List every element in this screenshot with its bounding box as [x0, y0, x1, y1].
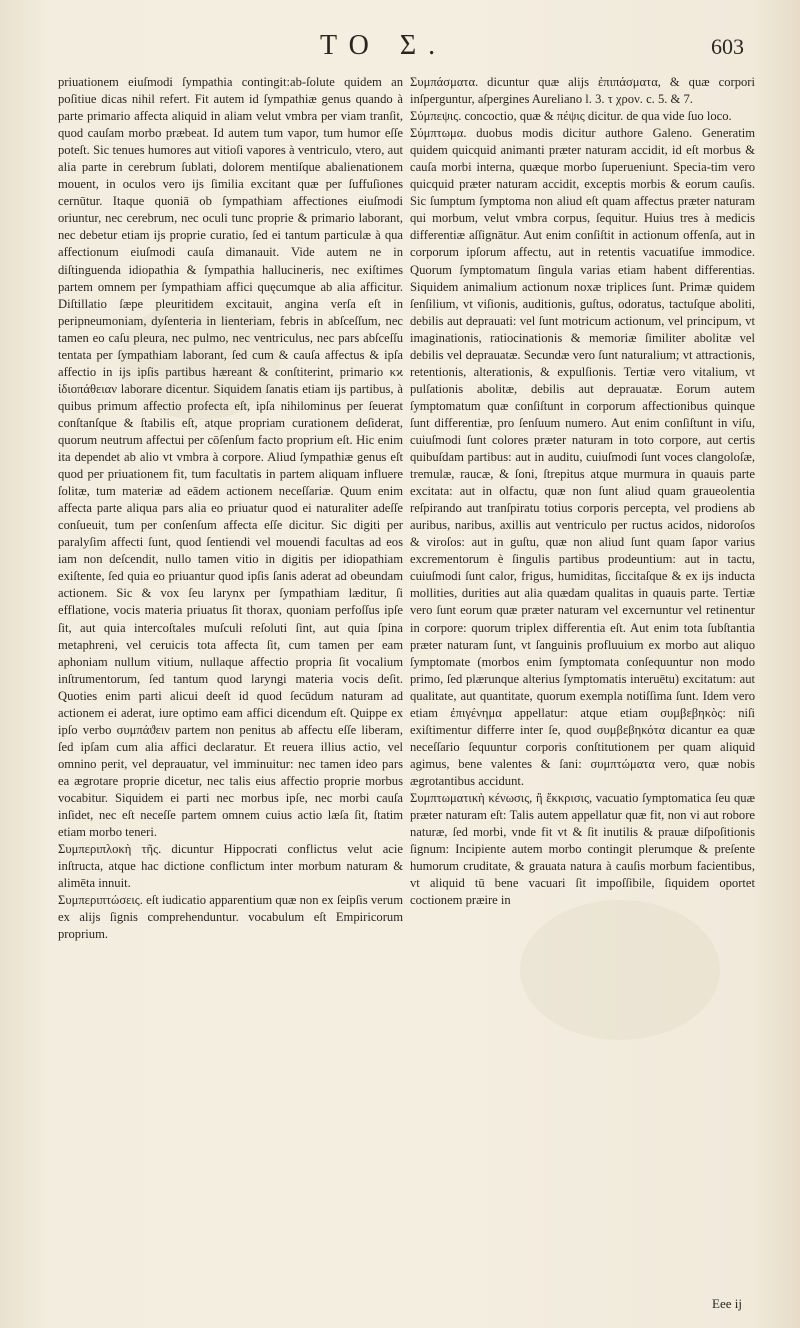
- text-paragraph: priuationem eiuſmodi ſympathia contingit:ab-ſolute quidem an poſitiue dicas nihil refert. Fit autem id ſympathiæ genus quando à parte primario affecta aliquid in aliam velut vmbra per viam tranſit, quod cauſam morbo præbeat. Id autem tum vapor, tum humor eſſe poteſt. Sic tenues humores aut vitioſi vapores à ventriculo, vtero, aut alia parte in cerebrum ſublati, dolorem mentiſque abalienationem mouent, in oculos vero ijs ſimilia excitant quæ per ſuffuſiones cernūtur. Itaque quoniā ob ſympathiam affectiones eiuſmodi oriuntur, nec cerebrum, nec oculi tunc proprie & primario laborant, nec debetur etiam ijs proprie curatio, ſed ei tantum particulæ à qua affectionum eiuſmodi cauſa dimanauit. Vide autem ne in diſtinguenda idiopathia & ſympathia hallucineris, nec exiſtimes partem omnem per ſympathiam affici quęcumque ab alia afficitur. Diſtillatio ſæpe pleuritidem excitauit, angina verſa eſt in peripneumoniam, dyſenteria in lienteriam, febris in abſceſſum, nec tamen eo caſu pleura, nec pulmo, nec ventriculus, nec pars abſceſſu tentata per ſympathiam laborant, ſed cum & cauſa affectus & ipſa affectio in ijs ipſis partibus hæreant & conſtiterint, primario κϰ ἰδιοπάθειαν laborare dicentur. Siquidem ſanatis etiam ijs partibus, à quibus primum affectio profecta eſt, ipſa nihilominus per ſeuerat conſtanſque & ſtabilis eſt, atque propriam curationem deſiderat, quorum neutrum affectui per cōſenſum facto proprium eſt. Hic enim ita dependet ab alio vt vmbra à corpore. Aliud ſympathiæ genus eſt quod per priuationem fit, tum facultatis in partem aliquam influere ſolitæ, tum materiæ ad eādem actionem neceſſariæ. Quum enim affecta parte aliqua pars alia eo priuatur quod ei naturaliter adeſſe conſueuit, tum per conſenſum affecta eſſe dicitur. Sic digiti per paralyſim affecti ſunt, quod ſentiendi vel mouendi facultas ad eos iam non deſcendit, nullo tamen vitio in digitis per idiopathiam exiſtente, ſed quia eo priuantur quod ipſis ſanis aderat ad obeundam actionem. Sic & vox ſeu larynx per ſympathiam læditur, ſi efflatione, vocis materia priuatus ſit thorax, quoniam perfoſſus ipſe ſit, aut quia intercoſtales muſculi reſoluti ſint, aut quia ſpina metaphreni, vel ceruicis tota affecta ſit, cum tamen per eam aphoniam nullum vitium, nullaque affectio propria ſit vocalium inſtrumentorum, ſed tantum quod laryngi materia vocis deſit. Quoties enim parti alicui deeſt id quod ſecūdum naturam ad actionem ei aderat, iure optimo eam affici dicendum eſt. Quippe ex ipſo verbo συμπάϑειν partem non penitus ab affectu eſſe liberam, ſed ipſam cum alia affici declaratur. Et reuera illius actio, vel omnino perit, vel deprauatur, vel imminuitur: nec tamen ideo pars ea ægrotare proprie dicetur, nec talis eius affectio proprie morbus vocabitur. Siquidem ei parti nec morbus ipſe, nec morbi cauſa inſidet, nec eſt neceſſe partem omnem cuius actio læſa ſit, ſtatim etiam morbo teneri.: [58, 75, 403, 840]
- dictionary-entry: Συμπεριπλοκὴ τῆς. dicuntur Hippocrati conflictus velut acie inſtructa, atque hac dictione conflictum inter morbum naturam & alimēta innuit.: [58, 842, 403, 891]
- dictionary-entry: Σύμπτωμα. duobus modis dicitur authore Galeno. Generatim quidem quicquid animanti præter naturam accidit, id eſt morbus & cauſa morbi interna, quæque morbo ſuperueniunt. Specia-tim vero quicquid præter naturam accidit, exceptis morbis & eorum cauſis. Sic ſumptum ſymptoma non aliud eſt quam affectus præter naturam qui morbum, velut vmbra corpus, ſequitur. Huius tres à medicis differentiæ aſſignātur. Aut enim conſiſtit in actionum offenſa, aut in corporum ipſorum affectu, aut in retentis vacuatiſue immodice. Quorum ſymptomatum ſingula varias etiam habent differentias. Siquidem animalium actionum noxæ triplices ſunt. Primæ quidem ſenſilium, vt viſionis, auditionis, guſtus, odoratus, tactuſque aboliti, debilis aut deprauati: vel ſunt motricum actionum, vel principum, vt imaginationis, ratiocinationis & memoriæ ſimiliter abolitæ vel debilis vel deprauatæ. Secundæ vero ſunt naturalium; vt attractionis, retentionis, alterationis, & expulſionis. Tertiæ vero vitalium, vt pulſationis abolitæ, debilis aut deprauatæ. Eorum autem ſymptomatum quæ conſiſtunt in corporum affectionibus quinque ſunt differentiæ, pro ſenſuum numero. Aut enim conſiſtunt in viſu, cuiuſmodi ſunt colores præter naturam in toto corpore, aut certis quibuſdam partibus: aut in auditu, cuiuſmodi ſunt voces clangoloſæ, tremulæ, raucæ, & ſoni, ſtrepitus atque murmura in quauis parte excitata: aut in olfactu, quæ non ſunt aliud quam graueolentia reſpirando aut tranſpiratu totius corporis percepta, vel prodiens ab auribus, naribus, axillis aut ventriculo per ructus acidos, nidoroſos & viroſos: aut in guſtu, quæ non aliud ſunt quam ſapor varius excrementorum è ſingulis partibus prodeuntium: aut in tactu, cuiuſmodi ſunt calor, frigus, humiditas, ſiccitaſque & ex ijs inducta mollities, durities aut alia quædam qualitas in quauis parte. Tertiæ vero ſunt eorum quæ præter naturam vel excernuntur vel retinentur in corpore: quorum triplex differentia eſt. Aut enim tota ſubſtantia præter naturam ſunt, vt ſanguinis profluuium ex morbo aut aliquo ſymptomate (morbos enim ſymptomata conſequuntur non modo primo, ſed plærunque alterius ſymptomatis interuētu) excitatum: aut qualitate, aut quantitate, quorum exempla notiſſima ſunt. Idem vero etiam ἐπιγένημα appellatur: atque etiam συμβεβηκὸς: niſi exiſtimentur differre inter ſe, quod συμβεβηκότα dicantur ea quæ neceſſario ſequuntur corporis conſtitutionem per quam aliquid agimus, bene valentes & ſani: συμπτώματα vero, quæ nobis ægrotantibus accidunt.: [410, 126, 755, 788]
- running-title: TO Σ.: [320, 30, 448, 61]
- page-number: 603: [711, 34, 744, 59]
- dictionary-entry: Συμπτωματικὴ κένωσις, ἢ ἔκκρισις, vacuatio ſymptomatica ſeu quæ præter naturam eſt: Talis autem appellatur quæ fit, non vi aut robore naturæ, ſed morbi, vnde fit vt & ſit inutilis & prauæ diſpoſitionis ſignum: Incipiente autem morbo contingit plerumque & preſente humorum cruditate, & grauata natura à cauſis morbum facientibus, vt aliquid tū bene vacuari ſit impoſſibile, ſiquidem oportet coctionem præire in: [410, 790, 755, 908]
- page-header: [0, 30, 800, 70]
- dictionary-entry: Συμπάσματα. dicuntur quæ alijs ἐπιπάσματα, & quæ corpori inſperguntur, aſpergines Aureliano l. 3. τ χρον. c. 5. & 7.: [410, 75, 755, 107]
- right-column: [410, 74, 755, 909]
- left-column: [58, 74, 403, 943]
- dictionary-entry: Συμπεριπτώσεις. eſt iudicatio apparentium quæ non ex ſeipſis verum ex alijs ſignis comprehenduntur. vocabulum eſt Empiricorum proprium.: [58, 893, 403, 942]
- signature-mark: Eee ij: [712, 1296, 742, 1311]
- paper-stain: [520, 900, 720, 1040]
- dictionary-entry: Σύμπεψις. concoctio, quæ & πέψις dicitur. de qua vide ſuo loco.: [410, 109, 732, 124]
